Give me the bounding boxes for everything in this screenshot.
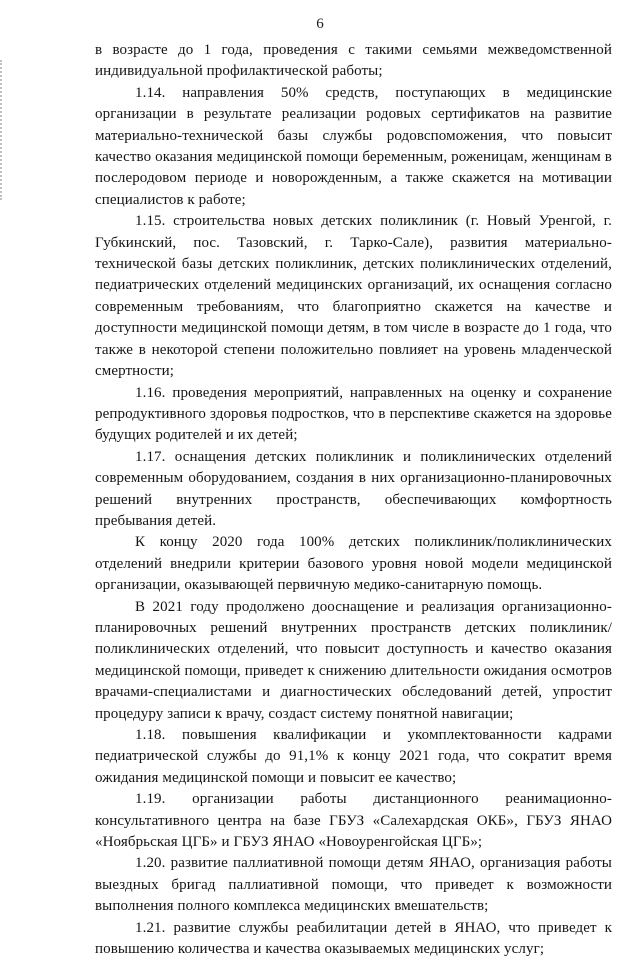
paragraph-item-1-15: 1.15. строительства новых детских поликлиник (г. Новый Уренгой, г. Губкинский, пос. Тазовский, г. Тарко-Сале), развития материально-технической базы детских поликлиник, детских поликлинических отделений, педиатрических отделений медицинских организаций, их оснащения согласно современным требованиям, что благоприятно скажется на качестве и доступности медицинской помощи детям, в том числе в возрасте до 1 года, что также в некоторой степени положительно повлияет на уровень младенческой смертности; xyxy=(95,213,612,380)
page-number: 6 xyxy=(316,16,324,32)
paragraph-item-1-14: 1.14. направления 50% средств, поступающих в медицинские организации в результате реализации родовых сертификатов на развитие материально-технической базы службы родовспоможения, что повысит качество оказания медицинской помощи беременным, роженицам, женщинам в послеродовом периоде и новорожденным, а также скажется на мотивации специалистов к работе; xyxy=(95,84,612,208)
paragraph-item-1-21: 1.21. развитие службы реабилитации детей в ЯНАО, что приведет к повышению количества и качества оказываемых медицинских услуг; xyxy=(95,919,612,958)
paragraph-continuation: в возрасте до 1 года, проведения с такими семьями межведомственной индивидуальной профилактической работы; xyxy=(95,42,612,80)
paragraph-item-1-16: 1.16. проведения мероприятий, направленных на оценку и сохранение репродуктивного здоровья подростков, что в перспективе скажется на здоровье будущих родителей и их детей; xyxy=(95,384,612,444)
paragraph-item-1-18: 1.18. повышения квалификации и укомплектованности кадрами педиатрической службы до 91,1% к концу 2021 года, что сократит время ожидания медицинской помощи и повысит ее качество; xyxy=(95,727,612,786)
paragraph-item-1-19: 1.19. организации работы дистанционного реанимационно-консультативного центра на базе ГБУЗ «Салехардская ОКБ», ГБУЗ ЯНАО «Ноябрьская ЦГБ» и ГБУЗ ЯНАО «Новоуренгойская ЦГБ»; xyxy=(95,791,612,851)
paragraph-2020-results: К концу 2020 года 100% детских поликлиник/поликлинических отделений внедрили критерии базового уровня новой модели медицинской организации, оказывающей первичную медико-санитарную помощь. xyxy=(95,534,612,594)
paragraph-item-1-20: 1.20. развитие паллиативной помощи детям ЯНАО, организация работы выездных бригад паллиативной помощи, что приведет к возможности выполнения полного комплекса медицинских вмешательств; xyxy=(95,855,612,915)
paragraph-item-1-17: 1.17. оснащения детских поликлиник и поликлинических отделений современным оборудованием, создания в них организационно-планировочных решений внутренних пространств, обеспечивающих комфортность пребывания детей. xyxy=(95,448,612,529)
body-text xyxy=(95,40,612,960)
paragraph-2021-results: В 2021 году продолжено дооснащение и реализация организационно-планировочных решений внутренних пространств детских поликлиник/поликлинических отделений, что повысит доступность и качество оказания медицинской помощи, приведет к снижению длительности ожидания осмотров врачами-специалистами и диагностических обследований детей, упростит процедуру записи к врачу, создаст систему понятной навигации; xyxy=(95,598,612,722)
scan-edge-marks xyxy=(0,60,8,200)
